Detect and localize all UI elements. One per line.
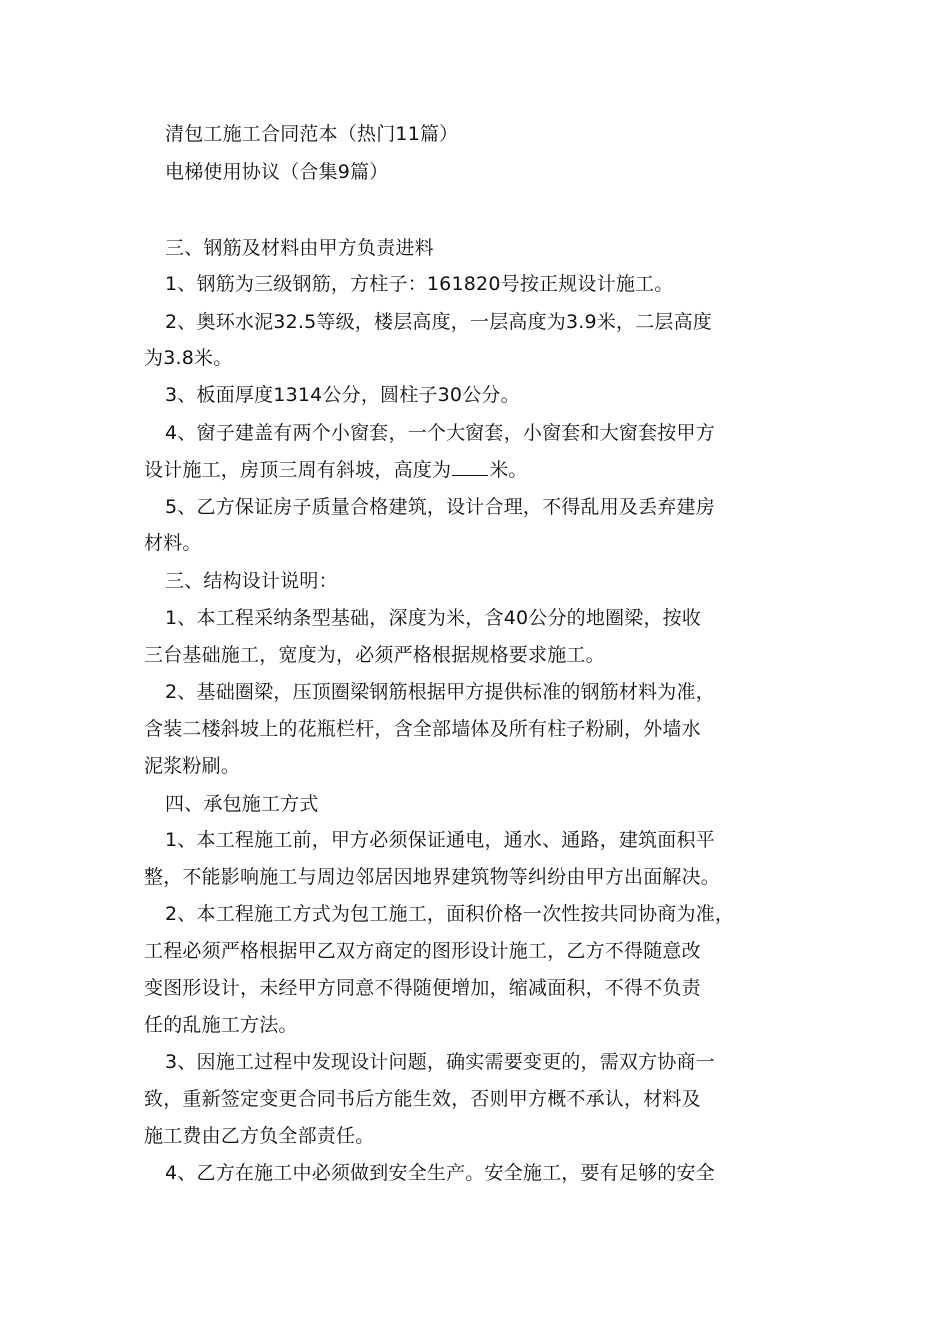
paragraph-line: 3、因施工过程中发现设计问题，确实需要变更的，需双方协商一: [165, 1051, 715, 1073]
paragraph-line: 为3.8米。: [144, 347, 233, 369]
paragraph-line: 2、本工程施工方式为包工施工，面积价格一次性按共同协商为准，: [165, 903, 735, 925]
paragraph-line: [144, 457, 824, 482]
fill-in-blank: [452, 457, 488, 476]
section-heading: 三、结构设计说明：: [165, 570, 338, 592]
paragraph-line: 3、板面厚度1314公分，圆柱子30公分。: [165, 384, 520, 406]
paragraph-line: 变图形设计，未经甲方同意不得随便增加，缩减面积，不得不负责: [144, 977, 701, 999]
paragraph-line: 含装二楼斜坡上的花瓶栏杆，含全部墙体及所有柱子粉刷，外墙水: [144, 718, 701, 740]
paragraph-line: 三台基础施工，宽度为，必须严格根据规格要求施工。: [144, 644, 605, 666]
paragraph-line: 任的乱施工方法。: [144, 1014, 298, 1036]
paragraph-line: 1、本工程施工前，甲方必须保证通电，通水、通路，建筑面积平: [165, 829, 715, 851]
paragraph-line: 整，不能影响施工与周边邻居因地界建筑物等纠纷由甲方出面解决。: [144, 866, 721, 888]
paragraph-line: 1、本工程采纳条型基础，深度为米，含40公分的地圈梁，按收: [165, 607, 702, 629]
related-link-1[interactable]: 清包工施工合同范本（热门11篇）: [165, 123, 459, 145]
paragraph-text: 设计施工，房顶三周有斜坡，高度为: [144, 459, 452, 481]
paragraph-line: 5、乙方保证房子质量合格建筑，设计合理，不得乱用及丢弃建房: [165, 496, 715, 518]
paragraph-line: 致，重新签定变更合同书后方能生效，否则甲方概不承认，材料及: [144, 1088, 701, 1110]
paragraph-line: 4、乙方在施工中必须做到安全生产。安全施工，要有足够的安全: [165, 1162, 715, 1184]
paragraph-line: 泥浆粉刷。: [144, 755, 241, 777]
section-heading: 四、承包施工方式: [165, 793, 319, 815]
paragraph-line: 工程必须严格根据甲乙双方商定的图形设计施工，乙方不得随意改: [144, 940, 701, 962]
paragraph-line: 4、窗子建盖有两个小窗套，一个大窗套，小窗套和大窗套按甲方: [165, 422, 715, 444]
paragraph-text: 米。: [489, 459, 528, 481]
paragraph-line: 2、奥环水泥32.5等级，楼层高度，一层高度为3.9米，二层高度: [165, 311, 713, 333]
paragraph-line: 1、钢筋为三级钢筋，方柱子：161820号按正规设计施工。: [165, 273, 674, 295]
paragraph-line: 施工费由乙方负全部责任。: [144, 1125, 375, 1147]
paragraph-line: 材料。: [144, 532, 202, 554]
paragraph-line: 2、基础圈梁，压顶圈梁钢筋根据甲方提供标准的钢筋材料为准，: [165, 681, 715, 703]
section-heading: 三、钢筋及材料由甲方负责进料: [165, 237, 434, 259]
related-link-2[interactable]: 电梯使用协议（合集9篇）: [165, 161, 389, 183]
